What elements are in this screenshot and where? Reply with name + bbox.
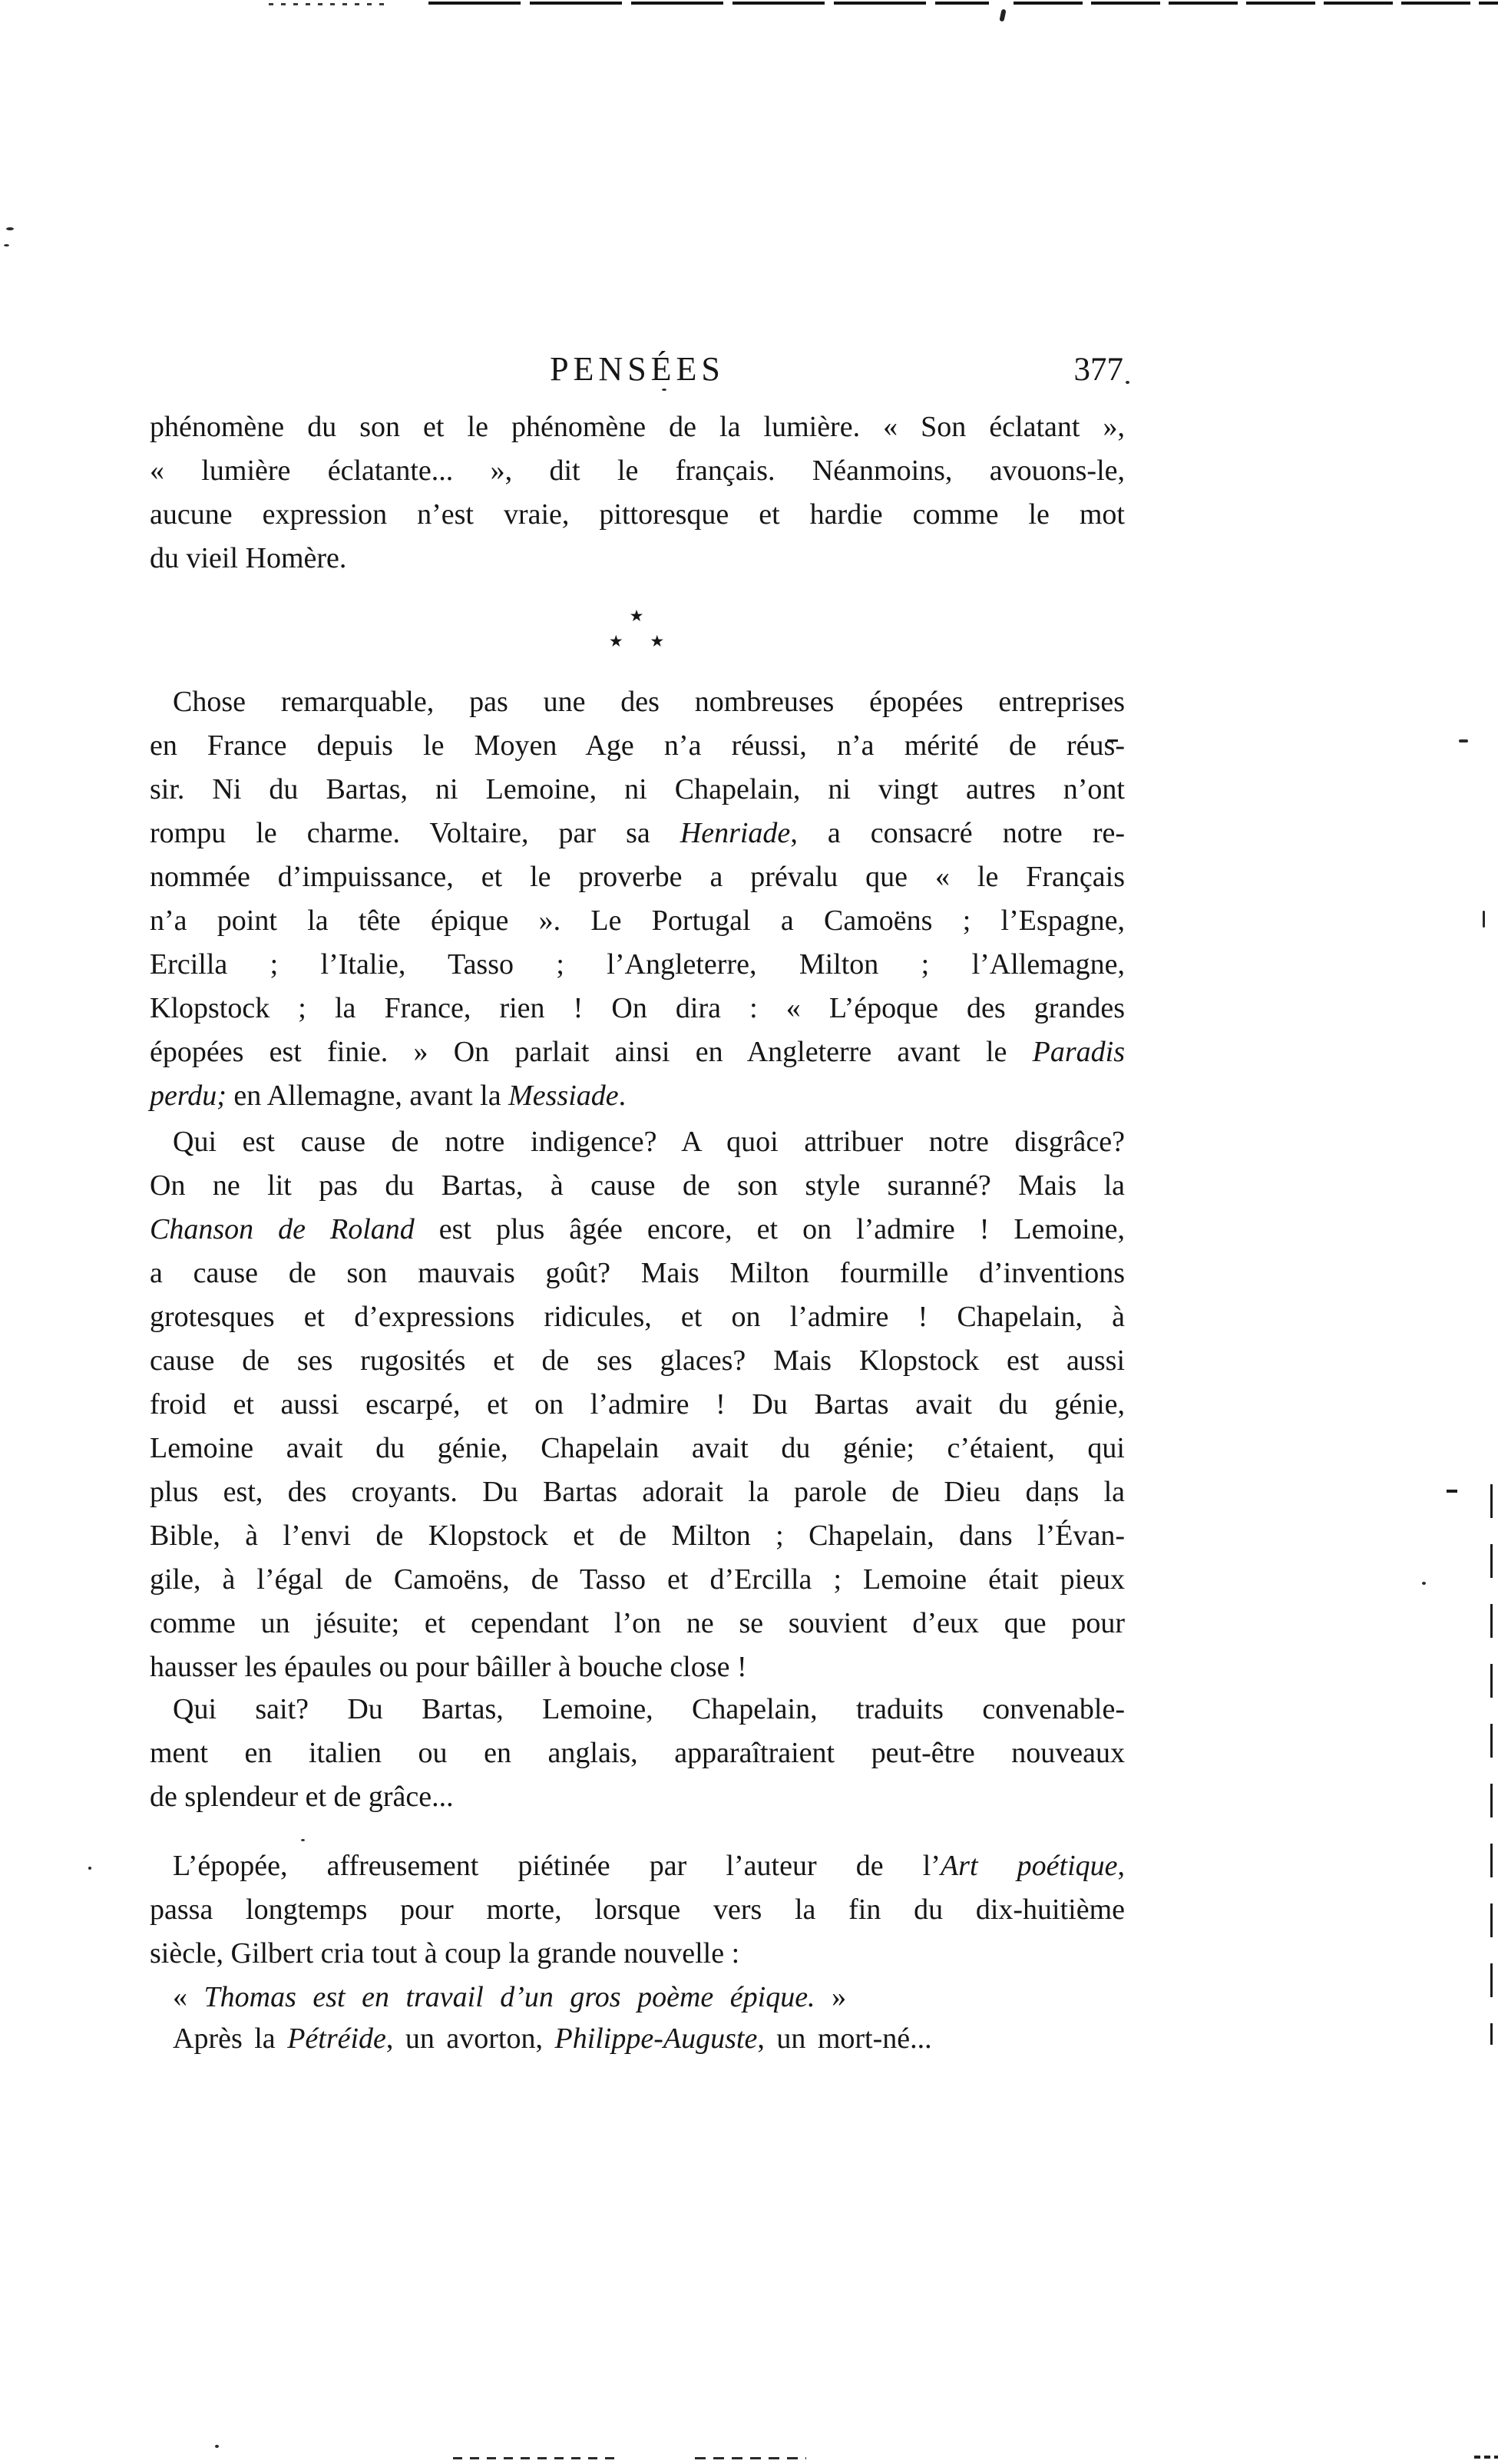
text-segment: en Allemagne, avant la — [226, 1080, 509, 1112]
text-segment: du vieil Homère. — [150, 542, 347, 574]
text-segment: sir. Ni du Bartas, ni Lemoine, ni Chapelain, ni vingt autres n’ont — [150, 773, 1125, 805]
section-separator — [150, 604, 1125, 654]
scan-artifact-right-edge — [1490, 1484, 1493, 2045]
text-line — [150, 1514, 1125, 1558]
separator-star-icon: ★ — [629, 607, 646, 625]
text-line — [150, 1252, 1125, 1295]
text-line — [150, 1844, 1125, 1888]
italic-text-segment: Paradis — [1032, 1036, 1125, 1068]
text-segment: épopées est finie. » On parlait ainsi en Angleterre avant le — [150, 1036, 1033, 1068]
text-segment: « — [173, 1981, 204, 2013]
text-segment: Chose remarquable, pas une des nombreuses épopées entreprises — [173, 686, 1125, 718]
text-line — [150, 1976, 1125, 2019]
separator-stars-icon: ★ ★ — [608, 632, 666, 650]
text-segment: Lemoine avait du génie, Chapelain avait du génie; c’étaient, qui — [150, 1432, 1125, 1464]
scan-speck — [6, 227, 14, 230]
text-segment: . — [618, 1080, 627, 1112]
text-line — [150, 1688, 1125, 1731]
paragraph-5 — [150, 1844, 1125, 1976]
text-segment: phénomène du son et le phénomène de la lumière. « Son éclatant », — [150, 411, 1125, 443]
text-line — [150, 899, 1125, 943]
text-line — [150, 1775, 1125, 1819]
text-line — [150, 812, 1125, 855]
scan-speck — [1126, 381, 1129, 384]
scan-speck — [215, 2445, 219, 2448]
text-segment: « lumière éclatante... », dit le français. Néanmoins, avouons-le, — [150, 455, 1125, 487]
text-segment: est plus âgée encore, et on l’admire ! Lemoine, — [414, 1213, 1125, 1245]
text-segment: passa longtemps pour morte, lorsque vers la fin du dix-huitième — [150, 1893, 1125, 1926]
italic-text-segment: Thomas est en travail d’un gros poème épique. — [203, 1981, 815, 2013]
scan-speck — [1483, 911, 1485, 928]
text-line — [150, 680, 1125, 724]
text-segment: , un avorton, — [385, 2022, 555, 2055]
running-title: PENSÉES — [550, 350, 725, 388]
scan-speck — [999, 9, 1006, 22]
text-segment: a cause de son mauvais goût? Mais Milton fourmille d’inventions — [150, 1257, 1125, 1289]
italic-text-segment: Philippe-Auguste — [554, 2022, 758, 2055]
text-line — [150, 537, 1125, 580]
text-segment: aucune expression n’est vraie, pittoresque et hardie comme le mot — [150, 498, 1125, 531]
scan-artifact-bottom-edge — [695, 2457, 806, 2459]
text-segment: froid et aussi escarpé, et on l’admire ! Du Bartas avait du génie, — [150, 1388, 1125, 1421]
text-line — [150, 1888, 1125, 1932]
text-line — [150, 1295, 1125, 1339]
page-number: 377 — [1073, 352, 1123, 388]
text-segment: siècle, Gilbert cria tout à coup la grande nouvelle : — [150, 1937, 740, 1970]
italic-text-segment: Henriade — [680, 817, 791, 849]
scan-artifact-bottom-edge — [453, 2457, 618, 2459]
scan-speck — [4, 244, 9, 246]
italic-text-segment: Art poétique — [940, 1850, 1118, 1882]
paragraph-3 — [150, 1120, 1125, 1689]
text-segment: grotesques et d’expressions ridicules, et on l’admire ! Chapelain, à — [150, 1301, 1125, 1333]
text-line — [150, 449, 1125, 493]
text-line — [150, 1470, 1125, 1514]
text-line — [150, 1120, 1125, 1164]
text-segment: gile, à l’égal de Camoëns, de Tasso et d’Ercilla ; Lemoine était pieux — [150, 1563, 1125, 1596]
text-segment: nommée d’impuissance, et le proverbe a prévalu que « le Français — [150, 861, 1125, 893]
text-segment: , un mort-né... — [757, 2022, 932, 2055]
text-segment: plus est, des croyants. Du Bartas adorait la parole de Dieu dans la — [150, 1476, 1125, 1508]
scan-speck — [88, 1867, 91, 1870]
text-line — [150, 1558, 1125, 1602]
paragraph-1 — [150, 405, 1125, 580]
text-segment: cause de ses rugosités et de ses glaces? Mais Klopstock est aussi — [150, 1344, 1125, 1377]
text-line — [150, 1932, 1125, 1976]
paragraph-2 — [150, 680, 1125, 1118]
scan-artifact-bottom-edge — [1474, 2456, 1498, 2459]
text-line — [150, 1645, 1125, 1689]
text-segment: comme un jésuite; et cependant l’on ne se souvient d’eux que pour — [150, 1607, 1125, 1639]
text-segment: ment en italien ou en anglais, apparaîtraient peut-être nouveaux — [150, 1737, 1125, 1769]
text-line — [150, 1383, 1125, 1427]
text-segment: On ne lit pas du Bartas, à cause de son style suranné? Mais la — [150, 1169, 1125, 1202]
italic-text-segment: perdu; — [150, 1080, 227, 1112]
text-line — [150, 493, 1125, 537]
text-segment: hausser les épaules ou pour bâiller à bouche close ! — [150, 1651, 747, 1683]
scan-artifact-top-edge — [269, 3, 392, 5]
text-segment: L’épopée, affreusement piétinée par l’auteur de l’ — [173, 1850, 941, 1882]
text-segment: , a consacré notre re- — [790, 817, 1125, 849]
paragraph-6-quote — [150, 1976, 1125, 2019]
text-segment: rompu le charme. Voltaire, par sa — [150, 817, 680, 849]
text-line — [150, 1164, 1125, 1208]
scan-speck — [1459, 739, 1468, 743]
scan-speck — [1422, 1582, 1426, 1585]
text-line — [150, 1074, 1125, 1118]
text-line — [150, 1030, 1125, 1074]
text-segment: , — [1117, 1850, 1125, 1882]
scan-artifact-top-edge — [428, 2, 989, 5]
text-segment: » — [815, 1981, 847, 2013]
text-line — [150, 855, 1125, 899]
italic-text-segment: Chanson de Roland — [150, 1213, 415, 1245]
text-line — [150, 1339, 1125, 1383]
text-segment: n’a point la tête épique ». Le Portugal a Camoëns ; l’Espagne, — [150, 905, 1125, 937]
text-segment: Ercilla ; l’Italie, Tasso ; l’Angleterre, Milton ; l’Allemagne, — [150, 948, 1125, 981]
text-segment: Klopstock ; la France, rien ! On dira : « L’époque des grandes — [150, 992, 1125, 1024]
text-segment: Après la — [173, 2022, 288, 2055]
italic-text-segment: Pétréide — [287, 2022, 386, 2055]
paragraph-4 — [150, 1688, 1125, 1819]
text-line — [150, 2017, 1125, 2061]
text-line — [150, 1602, 1125, 1645]
text-segment: Qui est cause de notre indigence? A quoi attribuer notre disgrâce? — [173, 1126, 1125, 1158]
text-segment: Bible, à l’envi de Klopstock et de Milton ; Chapelain, dans l’Évan- — [150, 1520, 1125, 1552]
scan-artifact-top-edge — [1014, 2, 1498, 5]
text-line — [150, 943, 1125, 987]
text-line — [150, 768, 1125, 812]
paragraph-7 — [150, 2017, 1125, 2061]
text-line — [150, 405, 1125, 449]
text-line — [150, 724, 1125, 768]
text-line — [150, 1208, 1125, 1252]
scan-speck — [1447, 1490, 1457, 1493]
text-line — [150, 987, 1125, 1030]
italic-text-segment: Messiade — [508, 1080, 619, 1112]
scan-speck — [301, 1839, 305, 1841]
text-segment: de splendeur et de grâce... — [150, 1781, 454, 1813]
text-line — [150, 1731, 1125, 1775]
page-header — [150, 352, 1125, 398]
text-line — [150, 1427, 1125, 1470]
text-segment: Qui sait? Du Bartas, Lemoine, Chapelain, traduits convenable- — [173, 1693, 1125, 1725]
text-segment: en France depuis le Moyen Age n’a réussi, n’a mérité de réus- — [150, 729, 1125, 762]
